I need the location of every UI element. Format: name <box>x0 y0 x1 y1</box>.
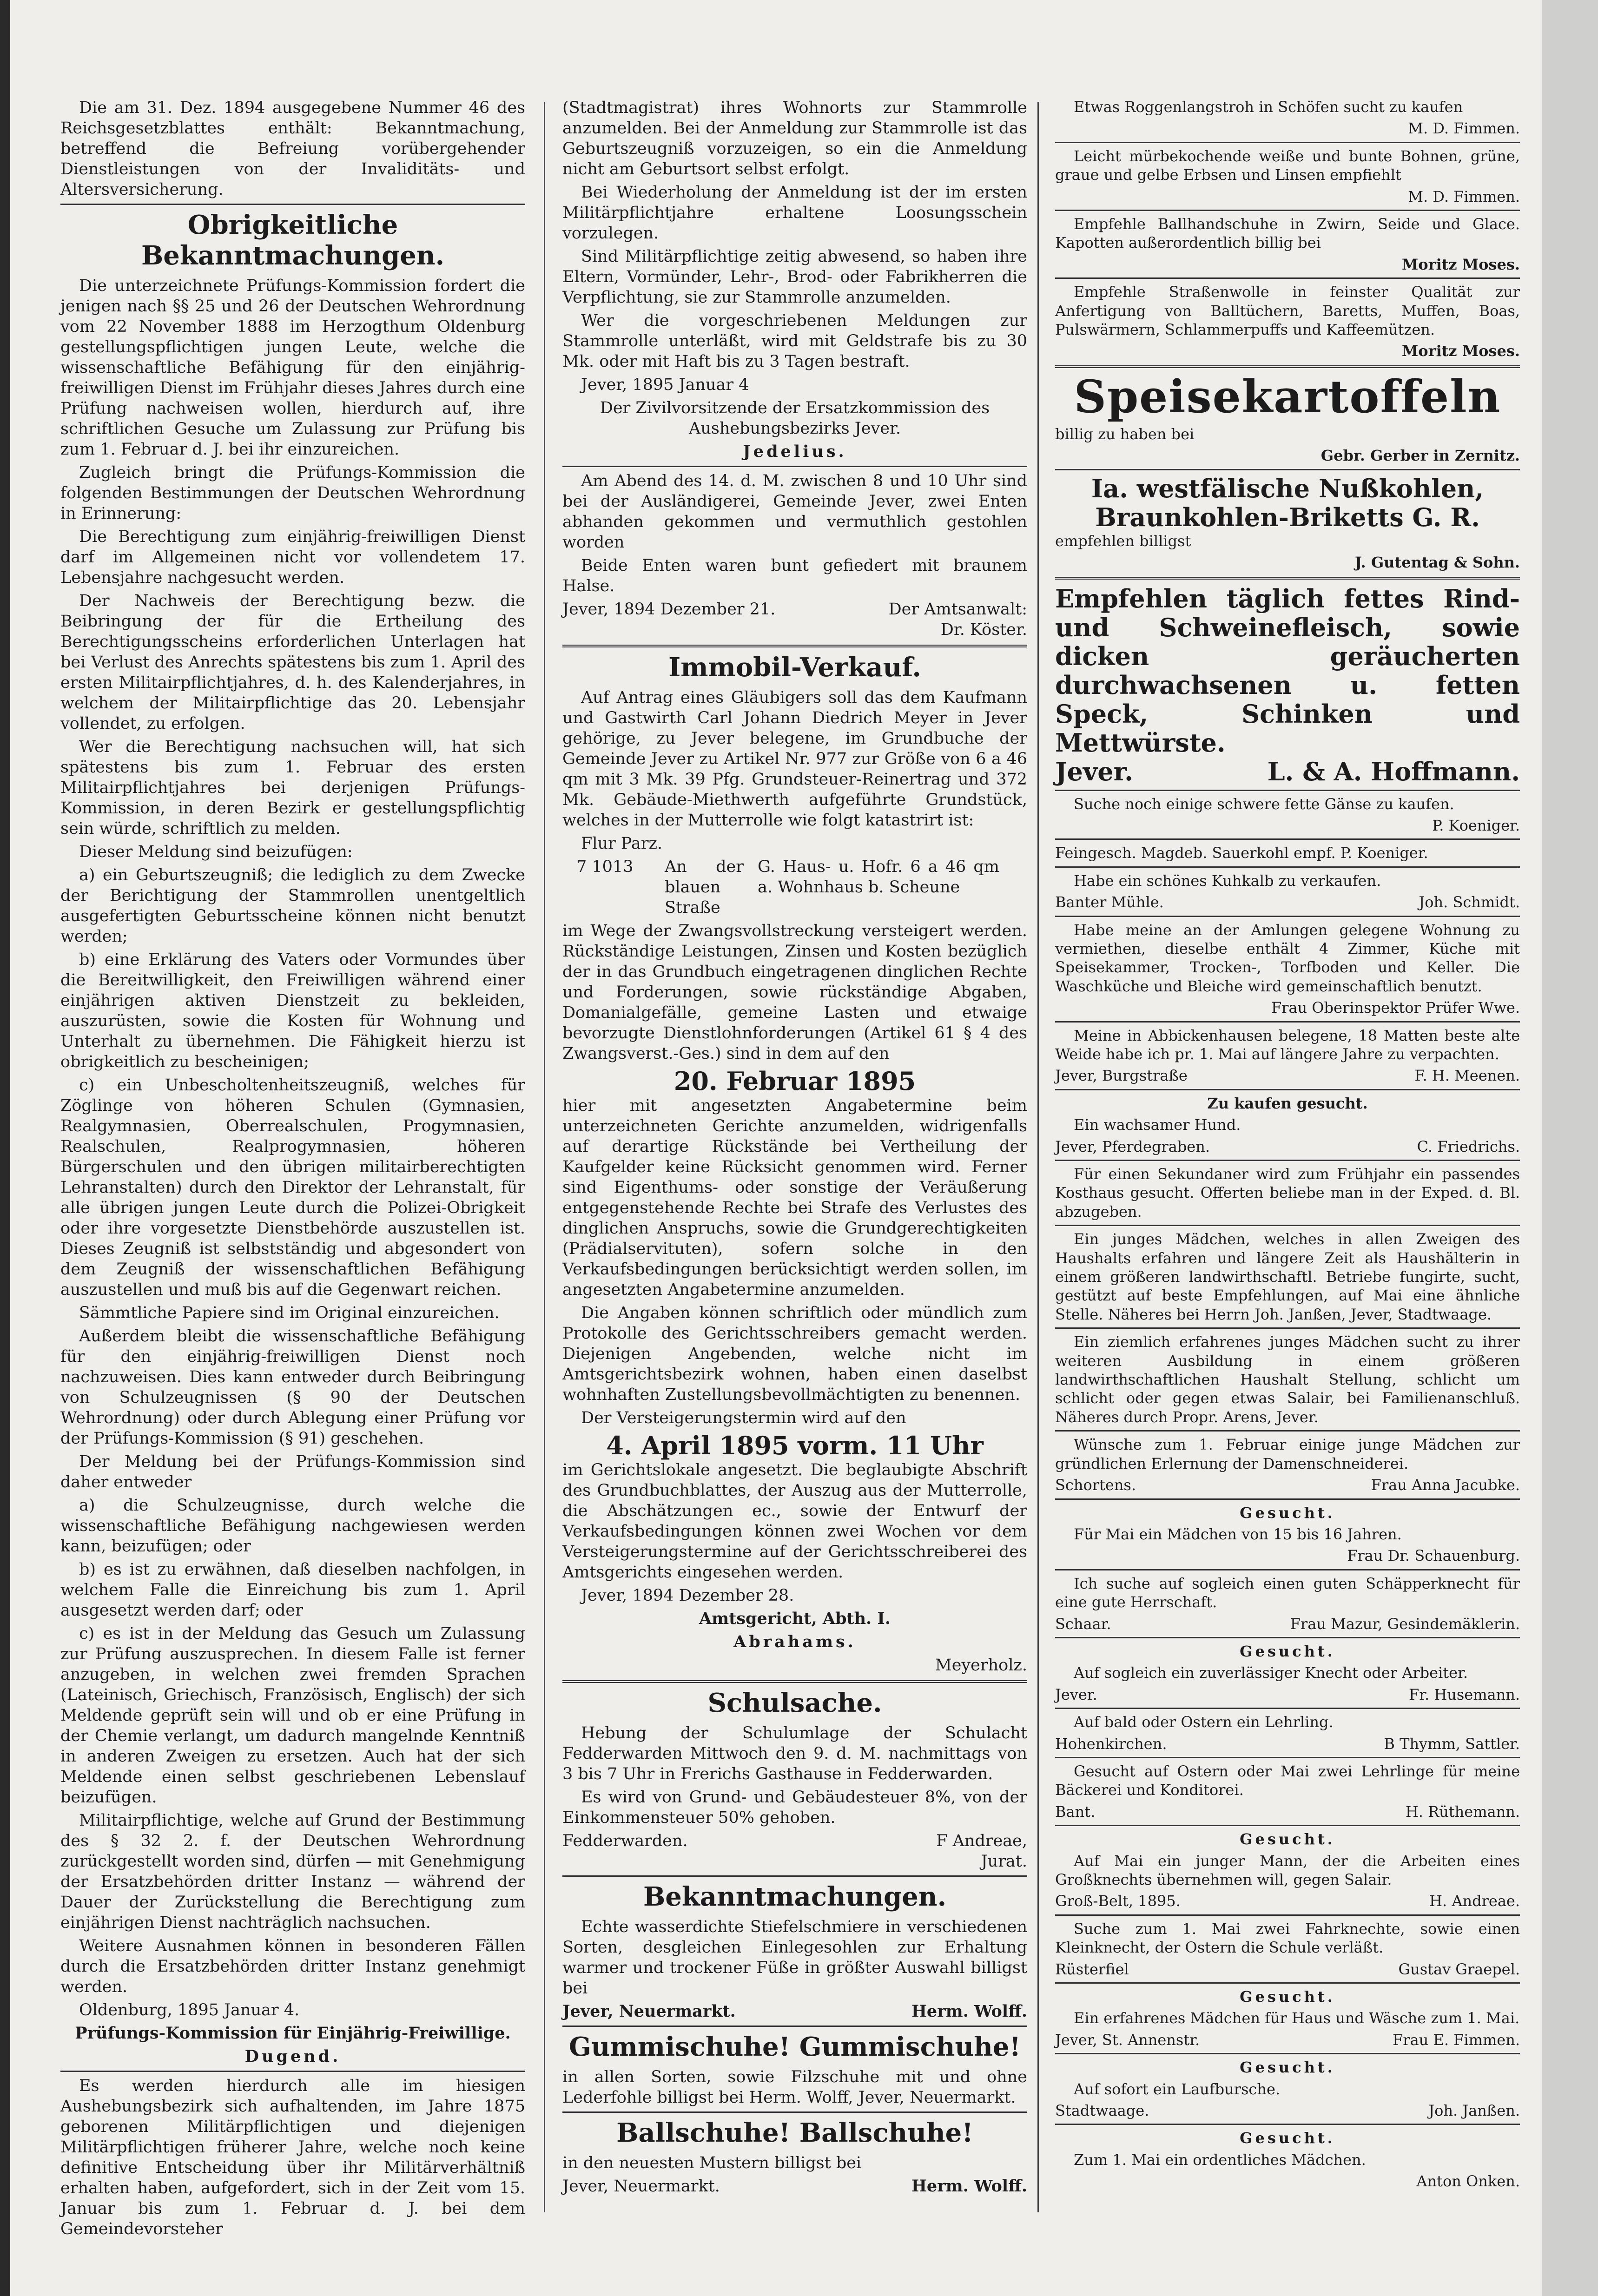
paragraph: Weitere Ausnahmen können in besonderen Fällen durch die Ersatzbehörden dritter Instanz genehmigt werden. <box>60 1937 525 1996</box>
ad-text: Ein junges Mädchen, welches in allen Zweigen des Haushalts erfahren und längere Zeit als Haushälterin in einem größeren landwirthschaftl. Betriebe fungirte, sucht, gestützt auf beste Empfehlungen, auf Mai eine ähnliche Stelle. Näheres bei Herrn Joh. Janßen, Jever, Stadtwaage. <box>1055 1230 1520 1323</box>
place: Banter Mühle. <box>1055 893 1164 911</box>
paragraph: Militairpflichtige, welche auf Grund der Bestimmung des § 32 2. f. der Deutschen Wehrordnung zurückgestellt worden sind, dürfen — mit Genehmigung der Ersatzbehörden dritter Instanz — während der Dauer der Zurückstellung die Berechtigung zum einjährigen Dienst nachträglich nachsuchen. <box>60 1811 525 1932</box>
divider <box>562 2111 1027 2113</box>
paragraph: b) es ist zu erwähnen, daß dieselben nachfolgen, in welchem Falle die Einreichung bis zum 1. April ausgesetzt werden darf; oder <box>60 1560 525 1620</box>
signature-row <box>562 2001 1027 2022</box>
ad-heading: Ia. westfälische Nußkohlen, <box>1091 473 1484 503</box>
divider <box>1055 577 1520 580</box>
signature: Frau Anna Jacubke. <box>1371 1476 1520 1494</box>
divider <box>1055 866 1520 868</box>
paragraph: in den neuesten Mustern billigst bei <box>562 2154 862 2172</box>
ad-text: Für Mai ein Mädchen von 15 bis 16 Jahren. <box>1074 1525 1402 1543</box>
signature-name: Dr. Köster. <box>940 620 1027 639</box>
date-highlight: 20. Februar 1895 <box>674 1066 916 1096</box>
signature: C. Friedrichs. <box>1417 1137 1520 1155</box>
paragraph: Es werden hierdurch alle im hiesigen Aushebungsbezirk sich aufhaltenden, im Jahre 1875 geborenen Militärpflichtigen und diejenigen Militärpflichtigen früherer Jahre, welche noch keine definitive Entscheidung über ihr Militärverhältniß erhalten haben, aufgefordert, sich in der Zeit vom 15. Januar bis zum 1. Februar d. J. bei dem Gemeindevorsteher <box>60 2077 525 2238</box>
ad-text: Für einen Sekundaner wird zum Frühjahr ein passendes Kosthaus gesucht. Offerten beliebe man in der Exped. d. Bl. abzugeben. <box>1055 1165 1520 1221</box>
ad-text: empfehlen billigst <box>1055 532 1191 550</box>
paragraph: Auf Antrag eines Gläubigers soll das dem Kaufmann und Gastwirth Carl Johann Diedrich Meyer in Jever gehörige, zu Jever belegene, im Grundbuche der Gemeinde Jever zu Artikel Nr. 977 zur Größe von 6 a 46 qm mit 3 Mk. 39 Pfg. Grundsteuer-Reinertrag und 372 Mk. Gebäude-Miethwerth aufgeführte Grundstück, welches in der Mutterrolle wie folgt katastrirt ist: <box>562 688 1027 830</box>
ad-text: Ein erfahrenes Mädchen für Haus und Wäsche zum 1. Mai. <box>1074 2009 1520 2027</box>
place: Jever. <box>1055 1685 1097 1703</box>
column-right <box>1055 98 1520 2194</box>
ad-text: Ich suche auf sogleich einen guten Schäpperknecht für eine gute Herrschaft. <box>1055 1574 1520 1611</box>
divider <box>1055 1498 1520 1500</box>
table-cell: 7 1013 <box>576 858 634 876</box>
ad-text: Leicht mürbekochende weiße und bunte Bohnen, grüne, graue und gelbe Erbsen und Linsen empfiehlt <box>1055 147 1520 184</box>
signature: Moritz Moses. <box>1401 255 1520 273</box>
divider <box>1055 2124 1520 2125</box>
signature: Amtsgericht, Abth. I. <box>699 1609 891 1628</box>
paragraph: im Gerichtslokale angesetzt. Die beglaubigte Abschrift des Grundbuchblattes, der Auszug aus der Mutterrolle, die Abschätzungen ec., sowie der Entwurf der Verkaufsbedingungen können zwei Wochen vor dem Versteigerungstermine auf der Gerichtsschreiberei des Amtsgerichts eingesehen werden. <box>562 1461 1027 1582</box>
ad-text: Ein wachsamer Hund. <box>1074 1116 1241 1134</box>
paragraph: Sämmtliche Papiere sind im Original einzureichen. <box>79 1304 500 1322</box>
paragraph: Es wird von Grund- und Gebäudesteuer 8%, von der Einkommensteuer 50% gehoben. <box>562 1788 1027 1827</box>
signature-row <box>1055 757 1520 786</box>
signature-row <box>1055 1960 1520 1979</box>
paragraph: im Wege der Zwangsvollstreckung versteigert werden. Rückständige Leistungen, Zinsen und Kosten bezüglich der in das Grundbuch eingetragenen dinglichen Rechte und Forderungen, sowie rückständige Abgaben, Domanialgefälle, gemeine Lasten und etwaige bevorzugte Dienstlohnforderungen (Artikel 61 § 4 des Zwangsverst.-Ges.) sind in dem auf den <box>562 922 1027 1063</box>
divider <box>562 645 1027 647</box>
signature-row <box>1055 1892 1520 1910</box>
ad-heading: Gesucht. <box>1240 2058 1335 2077</box>
ad-text: Zum 1. Mai ein ordentliches Mädchen. <box>1074 2151 1366 2169</box>
signature: Der Zivilvorsitzende der Ersatzkommission des Aushebungsbezirks Jever. <box>600 399 990 438</box>
ad-text: Gesucht auf Ostern oder Mai zwei Lehrlinge für meine Bäckerei und Konditorei. <box>1055 1762 1520 1799</box>
divider <box>562 1680 1027 1683</box>
date-line: Jever, 1895 Januar 4 <box>581 376 749 394</box>
signature-row <box>1055 1685 1520 1704</box>
section-heading: Schulsache. <box>707 1688 882 1718</box>
place: Schaar. <box>1055 1615 1111 1633</box>
place: Jever, Pferdegraben. <box>1055 1137 1210 1155</box>
place: Jever, Neuermarkt. <box>562 2002 736 2021</box>
ad-heading: Ballschuhe! Ballschuhe! <box>616 2118 973 2148</box>
signature: H. Rüthemann. <box>1405 1802 1520 1821</box>
divider <box>1055 1982 1520 1984</box>
signature: Joh. Schmidt. <box>1419 893 1520 911</box>
ad-text: Habe meine an der Amlungen gelegene Wohnung zu vermiethen, dieselbe enthält 4 Zimmer, Küche mit Speisekammer, Trocken-, Torfboden und Keller. Die Waschküche und Bleiche wird gemeinschaftlich benutzt. <box>1055 921 1520 995</box>
section-heading: Immobil-Verkauf. <box>668 652 921 683</box>
signature-row <box>1055 893 1520 911</box>
ad-heading: Zu kaufen gesucht. <box>1207 1094 1368 1112</box>
signature: Gustav Graepel. <box>1398 1960 1520 1978</box>
place: Jever. <box>1055 756 1133 786</box>
divider <box>1055 1825 1520 1826</box>
place: Jever, St. Annenstr. <box>1055 2031 1200 2049</box>
paragraph: Dieser Meldung sind beizufügen: <box>79 843 353 861</box>
divider <box>1055 916 1520 917</box>
divider <box>1055 2053 1520 2054</box>
ad-heading: Gesucht. <box>1240 2129 1335 2147</box>
signature-row <box>562 599 1027 620</box>
signature-row <box>1055 2031 1520 2049</box>
ad-heading: Gesucht. <box>1240 1830 1335 1848</box>
column-left <box>60 98 525 2242</box>
signature: P. Koeniger. <box>1432 816 1520 834</box>
paragraph: c) es ist in der Meldung das Gesuch um Zulassung zur Prüfung auszusprechen. In diesem Falle ist ferner anzugeben, in welchen zwei fremden Sprachen (Lateinisch, Griechisch, Französisch, Englisch) der sich Meldende geprüft sein will und ob er eine Prüfung in der Chemie verlangt, um dadurch mangelnde Kenntniß in anderen Zweigen zu ersetzen. Auch hat der sich Meldende einen selbst geschriebenen Lebenslauf beizufügen. <box>60 1624 525 1807</box>
divider <box>1055 1569 1520 1570</box>
column-divider <box>544 102 545 2212</box>
divider <box>1055 1914 1520 1916</box>
table-cell: G. Haus- u. Hofr. 6 a 46 qm a. Wohnhaus b. Scheune <box>758 858 999 897</box>
place: Hohenkirchen. <box>1055 1735 1167 1753</box>
ad-text: Auf bald oder Ostern ein Lehrling. <box>1074 1713 1334 1731</box>
signature-row <box>1055 1476 1520 1494</box>
divider <box>562 466 1027 467</box>
signature: Herm. Wolff. <box>911 2002 1027 2021</box>
signature: Moritz Moses. <box>1401 342 1520 360</box>
divider <box>1055 1089 1520 1090</box>
signature: F Andreae, <box>936 1832 1027 1850</box>
signature: F. H. Meenen. <box>1414 1067 1520 1085</box>
place: Stadtwaage. <box>1055 2102 1149 2120</box>
signature: Joh. Janßen. <box>1428 2102 1520 2120</box>
ad-text: Ein ziemlich erfahrenes junges Mädchen sucht zu ihrer weiteren Ausbildung in einem größeren landwirthschaftlichen Haushalt Stellung, schlicht um schlicht oder gegen etwas Salair, bei Familienanschluß. Näheres durch Propr. Arens, Jever. <box>1055 1333 1520 1426</box>
paragraph: a) ein Geburtszeugniß; die lediglich zu dem Zwecke der Berichtigung der Stammrollen unentgeltlich ausgefertigten Geburtsscheine können nicht benutzt werden; <box>60 866 525 946</box>
signature-row <box>562 2176 1027 2197</box>
paragraph: Die Angaben können schriftlich oder mündlich zum Protokolle des Gerichtsschreibers gemacht werden. Diejenigen Angebenden, welche nicht im Amtsgerichtsbezirk wohnen, haben einen daselbst wohnhaften Zustellungsbevollmächtigten zu benennen. <box>562 1304 1027 1404</box>
divider <box>1055 210 1520 211</box>
place: Fedderwarden. <box>562 1832 688 1850</box>
signature-row <box>1055 1137 1520 1156</box>
signature: Anton Onken. <box>1416 2172 1520 2190</box>
section-heading: Obrigkeitliche Bekanntmachungen. <box>141 210 445 271</box>
paragraph: Bei Wiederholung der Anmeldung ist der im ersten Militärpflichtjahre erhaltene Loosungsschein vorzulegen. <box>562 183 1027 243</box>
ad-text: Feingesch. Magdeb. Sauerkohl empf. P. Koeniger. <box>1055 844 1428 862</box>
signature-title: Jurat. <box>981 1852 1027 1871</box>
paragraph: Die unterzeichnete Prüfungs-Kommission fordert die jenigen nach §§ 25 und 26 der Deutschen Wehrordnung vom 22 November 1888 im Herzogthum Oldenburg gestellungspflichtigen jungen Leute, welche die wissenschaftliche Befähigung für den einjährig-freiwilligen Dienst im Frühjahr dieses Jahres durch eine Prüfung nachweisen wollen, hierdurch auf, ihre schriftlichen Gesuche um Zulassung zur Prüfung bis zum 1. Februar d. J. bei ihr einzureichen. <box>60 277 525 459</box>
paragraph: Wer die vorgeschriebenen Meldungen zur Stammrolle unterläßt, wird mit Geldstrafe bis zu 30 Mk. oder mit Haft bis zu 3 Tagen bestraft. <box>562 311 1027 371</box>
divider <box>1055 142 1520 143</box>
paragraph: Der Versteigerungstermin wird auf den <box>581 1409 906 1427</box>
parcel-table <box>576 857 1027 918</box>
date-line: Jever, 1894 Dezember 28. <box>581 1586 794 1605</box>
ad-text: Suche zum 1. Mai zwei Fahrknechte, sowie einen Kleinknecht, der Ostern die Schule verläßt. <box>1055 1920 1520 1957</box>
paragraph: Wer die Berechtigung nachsuchen will, hat sich spätestens bis zum 1. Februar des ersten Militairpflichtjahres bei derjenigen Prüfungs-Kommission, in deren Bezirk er gestellungspflichtig sein würde, schriftlich zu melden. <box>60 738 525 838</box>
divider <box>1055 277 1520 279</box>
signature-row <box>1055 1066 1520 1085</box>
divider <box>1055 1430 1520 1432</box>
place: Jever, Neuermarkt. <box>562 2177 720 2196</box>
signature: Gebr. Gerber in Zernitz. <box>1321 447 1520 465</box>
signature: Frau Dr. Schauenburg. <box>1347 1547 1520 1565</box>
signature-row <box>1055 1802 1520 1821</box>
signature: H. Andreae. <box>1429 1892 1520 1910</box>
place: Groß-Belt, 1895. <box>1055 1892 1181 1910</box>
signature: J. Gutentag & Sohn. <box>1354 554 1520 572</box>
divider <box>1055 365 1520 368</box>
place: Schortens. <box>1055 1476 1136 1494</box>
paragraph: b) eine Erklärung des Vaters oder Vormundes über die Bereitwilligkeit, den Freiwilligen während einer einjährigen aktiven Dienstzeit zu bekleiden, auszurüsten, sowie die Kosten für Wohnung und Unterhalt zu übernehmen. Die Fähigkeit hierzu ist obrigkeitlich zu bescheinigen; <box>60 950 525 1071</box>
ad-text: Auf Mai ein junger Mann, der die Arbeiten eines Großknechts übernehmen will, gegen Salair. <box>1055 1852 1520 1888</box>
paragraph: (Stadtmagistrat) ihres Wohnorts zur Stammrolle anzumelden. Bei der Anmeldung zur Stammrolle ist das Geburtszeugniß vorzuzeigen, so ein die Anmeldung nicht am Geburtsort selbst erfolgt. <box>562 99 1027 178</box>
paragraph: Am Abend des 14. d. M. zwischen 8 und 10 Uhr sind bei der Ausländigerei, Gemeinde Jever, zwei Enten abhanden gekommen und vermuthlich gestohlen worden <box>562 472 1027 552</box>
signature: Frau Oberinspektor Prüfer Wwe. <box>1271 999 1520 1017</box>
divider <box>1055 1160 1520 1161</box>
ad-heading: Gesucht. <box>1240 1988 1335 2006</box>
divider <box>562 1875 1027 1877</box>
divider <box>1055 1708 1520 1709</box>
paragraph: Der Meldung bei der Prüfungs-Kommission sind daher entweder <box>60 1452 525 1491</box>
signature: Fr. Husemann. <box>1408 1685 1520 1703</box>
divider <box>60 2071 525 2072</box>
paragraph: Beide Enten waren bunt gefiedert mit braunem Halse. <box>562 556 1027 595</box>
signature: B Thymm, Sattler. <box>1384 1735 1520 1753</box>
signature-row <box>1055 1615 1520 1633</box>
signature: Herm. Wolff. <box>911 2177 1027 2196</box>
column-divider <box>1037 102 1039 2212</box>
divider <box>1055 469 1520 470</box>
page-left-edge <box>0 0 10 2296</box>
divider <box>60 204 525 205</box>
paragraph: Sind Militärpflichtige zeitig abwesend, so haben ihre Eltern, Vormünder, Lehr-, Brod- oder Fabrikherren die Verpflichtung, sie zur Stammrolle anzumelden. <box>562 247 1027 307</box>
ad-text: Wünsche zum 1. Februar einige junge Mädchen zur gründlichen Erlernung der Damenschneiderei. <box>1055 1436 1520 1472</box>
ad-text: Auf sofort ein Laufbursche. <box>1074 2080 1281 2098</box>
date-line: Oldenburg, 1895 Januar 4. <box>79 2001 300 2019</box>
signature: Frau Mazur, Gesindemäklerin. <box>1290 1615 1520 1633</box>
ad-heading: Empfehlen täglich fettes Rind- und Schweinefleisch, sowie dicken geräucherten durchwachsenen u. fetten Speck, Schinken und Mettwürste. <box>1055 583 1520 758</box>
place: Rüsterfiel <box>1055 1960 1129 1978</box>
page-right-edge <box>1542 0 1598 2296</box>
signature-name: Jedelius. <box>743 442 847 461</box>
section-heading: Bekanntmachungen. <box>643 1881 947 1912</box>
table-header: Flur Parz. <box>581 834 663 853</box>
signature-name: Meyerholz. <box>935 1656 1027 1675</box>
date-line: Jever, 1894 Dezember 21. <box>562 600 776 619</box>
signature: M. D. Fimmen. <box>1408 187 1520 205</box>
ad-heading: Gesucht. <box>1240 1642 1335 1660</box>
ad-text: Suche noch einige schwere fette Gänse zu kaufen. <box>1074 795 1454 813</box>
signature: Prüfungs-Kommission für Einjährig-Freiwillige. <box>75 2024 511 2043</box>
place: Jever, Burgstraße <box>1055 1067 1188 1085</box>
divider <box>1055 1637 1520 1638</box>
paragraph: Außerdem bleibt die wissenschaftliche Befähigung für den einjährig-freiwilligen Dienst noch nachzuweisen. Dies kann entweder durch Beibringung von Schulzeugnissen (§ 90 der Deutschen Wehrordnung) oder durch Ablegung einer Prüfung vor der Prüfungs-Kommission (§ 91) geschehen. <box>60 1327 525 1448</box>
ad-text: Etwas Roggenlangstroh in Schöfen sucht zu kaufen <box>1074 98 1463 116</box>
paragraph: in allen Sorten, sowie Filzschuhe mit und ohne Lederfohle billigst bei Herm. Wolff, Jever, Neuermarkt. <box>562 2068 1027 2107</box>
signature: L. & A. Hoffmann. <box>1267 756 1520 786</box>
table-cell: An der blauen Straße <box>665 858 744 917</box>
divider <box>1055 1021 1520 1023</box>
ad-text: Empfehle Straßenwolle in feinster Qualität zur Anfertigung von Balltüchern, Baretts, Muffen, Boas, Pulswärmern, Schlammerpuffs und Kaffeemützen. <box>1055 283 1520 339</box>
signature-name: Dugend. <box>244 2047 341 2066</box>
paragraph: c) ein Unbescholtenheitszeugniß, welches für Zöglinge von höheren Schulen (Gymnasien, Realgymnasien, Oberrealschulen, Progymnasien, Realschulen, Realprogymnasien, höheren Bürgerschulen und den übrigen militairberechtigten Lehranstalten) durch den Direktor der Lehranstalt, für alle übrigen jungen Leute durch die Polizei-Obrigkeit oder ihre vorgesetzte Dienstbehörde auszustellen ist. Dieses Zeugniß ist selbstständig und abgesondert von dem Zeugniß der wissenschaftlichen Befähigung auszustellen und muß bis auf die Gegenwart reichen. <box>60 1076 525 1299</box>
signature-row <box>1055 1735 1520 1753</box>
signature: M. D. Fimmen. <box>1408 119 1520 138</box>
column-middle <box>562 98 1027 2197</box>
paragraph: Zugleich bringt die Prüfungs-Kommission die folgenden Bestimmungen der Deutschen Wehrordnung in Erinnerung: <box>60 463 525 523</box>
ad-text: Empfehle Ballhandschuhe in Zwirn, Seide und Glace. Kapotten außerordentlich billig bei <box>1055 215 1520 252</box>
ad-heading: Braunkohlen-Briketts G. R. <box>1095 502 1480 532</box>
paragraph: Die Berechtigung zum einjährig-freiwilligen Dienst darf im Allgemeinen nicht vor vollendetem 17. Lebensjahre nachgesucht werden. <box>60 528 525 587</box>
ad-text: Habe ein schönes Kuhkalb zu verkaufen. <box>1074 871 1381 890</box>
date-highlight: 4. April 1895 vorm. 11 Uhr <box>606 1431 984 1460</box>
divider <box>1055 1327 1520 1329</box>
paragraph: Hebung der Schulumlage der Schulacht Fedderwarden Mittwoch den 9. d. M. nachmittags von 3 bis 7 Uhr in Frerichs Gasthause in Fedderwarden. <box>562 1724 1027 1783</box>
paragraph: Der Nachweis der Berechtigung bezw. die Beibringung der für die Ertheilung des Berechtigungsscheins erforderlichen Unterlagen hat bei Verlust des Anrechts spätestens bis zum 1. April des ersten Militairpflichtjahres, d. h. des Kalenderjahres, in welchem der Militairpflichtige das 20. Lebensjahr vollendet, zu erfolgen. <box>60 592 525 733</box>
signature-row <box>1055 2101 1520 2120</box>
intro-text: Die am 31. Dez. 1894 ausgegebene Nummer 46 des Reichsgesetzblattes enthält: Bekanntmachung, betreffend die Befreiung vorübergehender Dienstleistungen von der Invaliditäts- und Altersversicherung. <box>60 99 525 199</box>
place: Bant. <box>1055 1802 1096 1821</box>
paragraph: Echte wasserdichte Stiefelschmiere in verschiedenen Sorten, desgleichen Einlegesohlen zur Erhaltung warmer und trockener Füße in größter Auswahl billigst bei <box>562 1918 1027 1998</box>
divider <box>1055 790 1520 791</box>
divider <box>1055 838 1520 840</box>
divider <box>1055 1225 1520 1226</box>
signature: Frau E. Fimmen. <box>1393 2031 1520 2049</box>
divider <box>1055 1757 1520 1758</box>
ad-heading: Gesucht. <box>1240 1504 1335 1522</box>
signature-name: Abrahams. <box>733 1632 856 1651</box>
paragraph: hier mit angesetzten Angabetermine beim unterzeichneten Gerichte anzumelden, widrigenfalls auf derartige Rückstände bei Vertheilung der Kaufgelder keine Rücksicht genommen wird. Ferner sind Eigenthums- oder sonstige der Veräußerung entgegenstehende Rechte bei Strafe des Verlustes des dinglichen Anspruchs, sowie die Grundgerechtigkeiten (Prädialservituten), sofern solche in den Verkaufsbedingungen berücksichtigt werden sollen, im angesetzten Angabetermine anzumelden. <box>562 1096 1027 1299</box>
paragraph: a) die Schulzeugnisse, durch welche die wissenschaftliche Befähigung nachgewiesen werden kann, beizufügen; oder <box>60 1496 525 1556</box>
signature: Der Amtsanwalt: <box>888 600 1027 619</box>
divider <box>562 2025 1027 2027</box>
ad-text: Meine in Abbickenhausen belegene, 18 Matten beste alte Weide habe ich pr. 1. Mai auf längere Jahre zu verpachten. <box>1055 1026 1520 1063</box>
ad-text: Auf sogleich ein zuverlässiger Knecht oder Arbeiter. <box>1074 1664 1468 1682</box>
ad-heading: Gummischuhe! Gummischuhe! <box>568 2032 1021 2062</box>
ad-heading-large: Speisekartoffeln <box>1074 370 1501 423</box>
ad-text: billig zu haben bei <box>1055 425 1195 443</box>
signature-row <box>562 1831 1027 1851</box>
